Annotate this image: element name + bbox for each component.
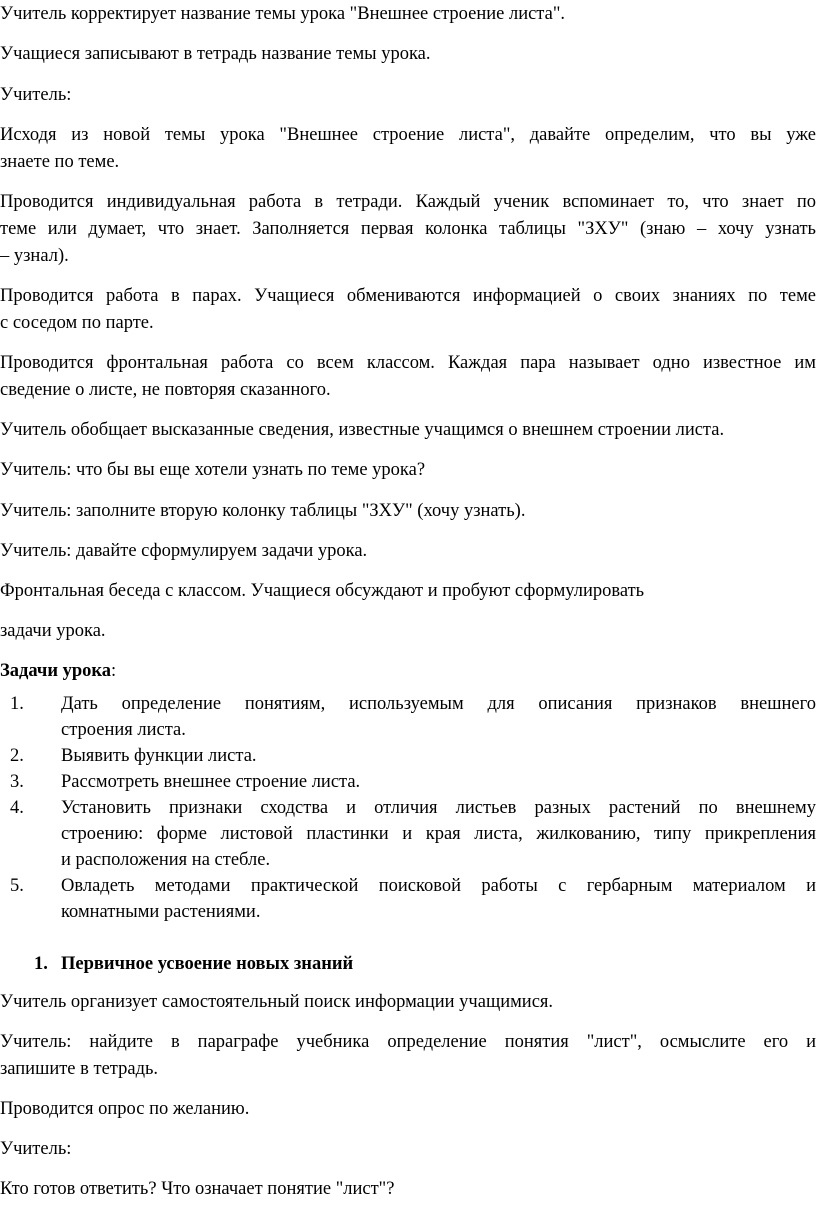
paragraph-based-on-topic-line-2: знаете по теме. [0, 152, 120, 172]
paragraph-frontal-work-line-1: Проводится фронтальная работа со всем классом. Каждая пара называет одно известное им [0, 353, 816, 373]
paragraph-individual-work-line-3: – узнал). [0, 246, 69, 266]
task-text-line: Овладеть методами практической поисковой работы с гербарным материалом и [61, 876, 816, 896]
task-text-line: Выявить функции листа. [61, 746, 257, 766]
paragraph-lesson-tasks-continuation: задачи урока. [0, 621, 106, 641]
tasks-heading-text: Задачи урока [0, 661, 112, 681]
task-number: 5. [10, 876, 24, 896]
paragraph-teacher-summarizes: Учитель обобщает высказанные сведения, известные учащимся о внешнем строении листа. [0, 420, 725, 440]
task-text-line: комнатными растениями. [61, 902, 261, 922]
paragraph-teacher-corrects-topic: Учитель корректирует название темы урока "Внешнее строение листа". [0, 4, 566, 24]
task-text-line: Установить признаки сходства и отличия листьев разных растений по внешнему [61, 798, 816, 818]
paragraph-who-is-ready: Кто готов ответить? Что означает понятие "лист"? [0, 1179, 395, 1199]
paragraph-survey: Проводится опрос по желанию. [0, 1099, 250, 1119]
paragraph-teacher-label-2: Учитель: [0, 1139, 72, 1159]
paragraph-pair-work-line-1: Проводится работа в парах. Учащиеся обмениваются информацией о своих знаниях по теме [0, 286, 816, 306]
section-number: 1. [34, 954, 48, 974]
paragraph-teacher-formulate-tasks: Учитель: давайте сформулируем задачи урока. [0, 541, 368, 561]
task-text-line: Дать определение понятиям, используемым для описания признаков внешнего [61, 694, 816, 714]
task-text-line: Рассмотреть внешнее строение листа. [61, 772, 361, 792]
tasks-heading-colon: : [111, 661, 117, 681]
paragraph-students-write-topic: Учащиеся записывают в тетрадь название темы урока. [0, 44, 431, 64]
tasks-heading [0, 658, 816, 684]
section-title: Первичное усвоение новых знаний [61, 954, 354, 974]
paragraph-teacher-question: Учитель: что бы вы еще хотели узнать по теме урока? [0, 460, 426, 480]
paragraph-teacher-second-column: Учитель: заполните вторую колонку таблицы "ЗХУ" (хочу узнать). [0, 501, 526, 521]
paragraph-based-on-topic-line-1: Исходя из новой темы урока "Внешнее строение листа", давайте определим, что вы уже [0, 125, 816, 145]
task-number: 2. [10, 746, 24, 766]
paragraph-teacher-organizes-search: Учитель организует самостоятельный поиск информации учащимися. [0, 992, 554, 1012]
paragraph-pair-work-line-2: с соседом по парте. [0, 313, 154, 333]
task-number: 1. [10, 694, 24, 714]
task-number: 3. [10, 772, 24, 792]
paragraph-individual-work-line-2: теме или думает, что знает. Заполняется первая колонка таблицы "ЗХУ" (знаю – хочу узнать [0, 219, 816, 239]
paragraph-individual-work-line-1: Проводится индивидуальная работа в тетради. Каждый ученик вспоминает то, что знает по [0, 192, 816, 212]
task-text-line: и расположения на стебле. [61, 850, 271, 870]
task-text-line: строения листа. [61, 720, 186, 740]
paragraph-teacher-label: Учитель: [0, 85, 72, 105]
task-number: 4. [10, 798, 24, 818]
paragraph-find-definition-line-2: запишите в тетрадь. [0, 1059, 159, 1079]
paragraph-frontal-work-line-2: сведение о листе, не повторяя сказанного. [0, 380, 331, 400]
task-text-line: строению: форме листовой пластинки и края листа, жилкованию, типу прикрепления [61, 824, 816, 844]
paragraph-find-definition-line-1: Учитель: найдите в параграфе учебника определение понятия "лист", осмыслите его и [0, 1032, 816, 1052]
paragraph-frontal-conversation: Фронтальная беседа с классом. Учащиеся обсуждают и пробуют сформулировать [0, 581, 645, 601]
